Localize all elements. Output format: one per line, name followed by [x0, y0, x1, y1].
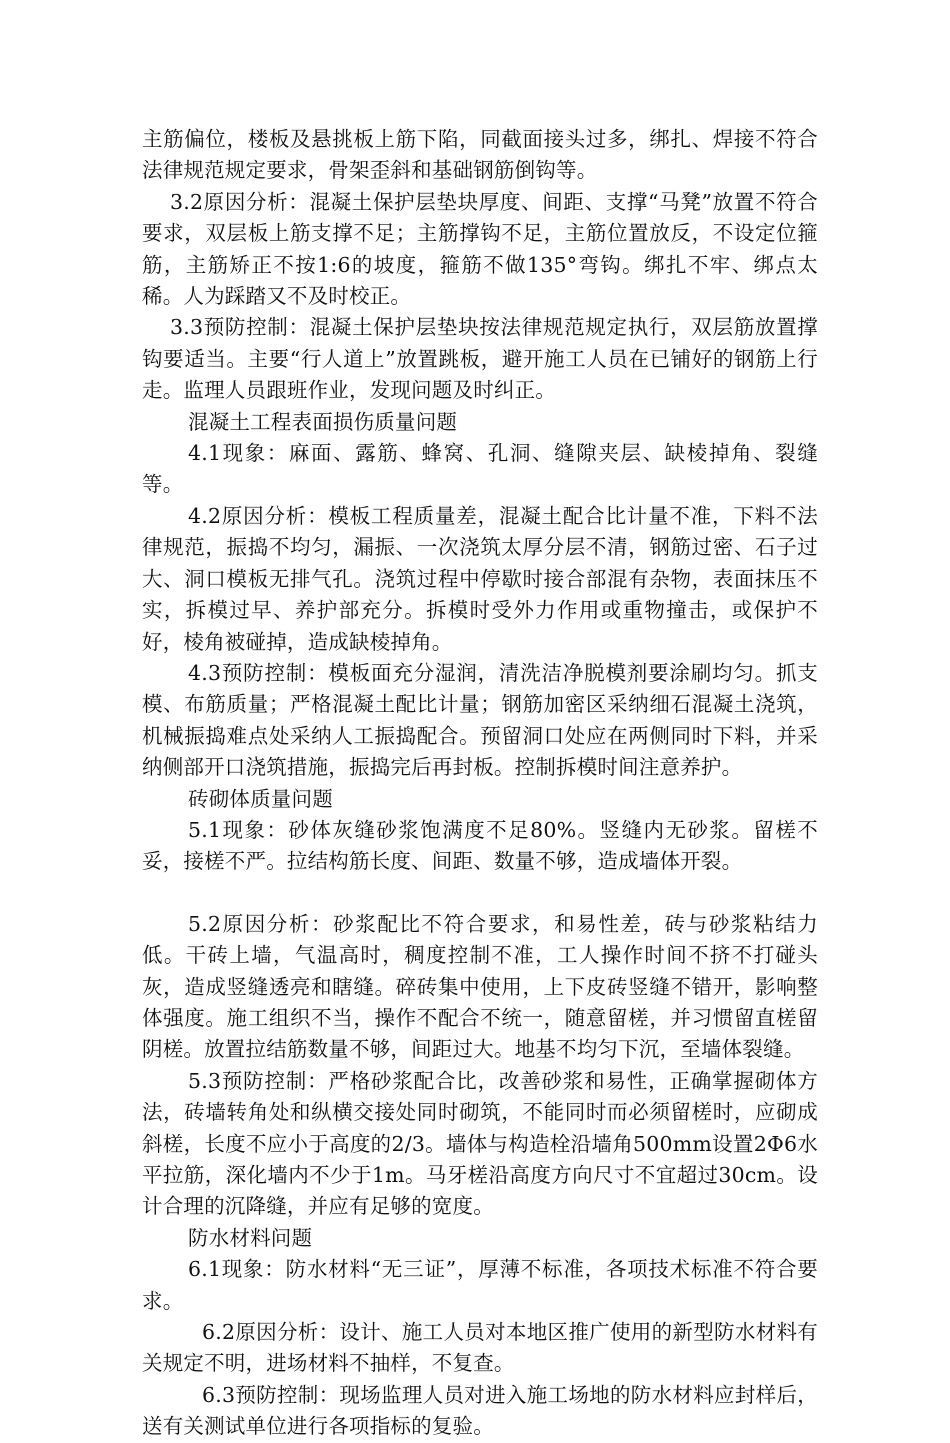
paragraph-5-3-prevention: 5.3预防控制：严格砂浆配合比，改善砂浆和易性，正确掌握砌体方法，砖墙转角处和纵横交接处同时砌筑，不能同时而必须留槎时，应砌成斜槎，长度不应小于高度的2/3。墙体与构造栓沿墙角500mm设置2Φ6水平拉筋，深化墙内不少于1m。马牙槎沿高度方向尺寸不宜超过30cm。设计合理的沉降缝，并应有足够的宽度。	[142, 1068, 818, 1219]
paragraph-5-2-cause-analysis: 5.2原因分析：砂浆配比不符合要求，和易性差，砖与砂浆粘结力低。干砖上墙，气温高时，稠度控制不准，工人操作时间不挤不打碰头灰，造成竖缝透亮和瞎缝。碎砖集中使用，上下皮砖竖缝不错开，影响整体强度。施工组织不当，操作不配合不统一，随意留槎，并习惯留直槎留阴槎。放置拉结筋数量不够，间距过大。地基不均匀下沉，至墙体裂缝。	[142, 911, 818, 1062]
section-heading-waterproofing: 防水材料问题	[188, 1225, 313, 1250]
paragraph-rebar-phenomenon-continued: 主筋偏位，楼板及悬挑板上筋下陷，同截面接头过多，绑扎、焊接不符合法律规范规定要求，骨架歪斜和基础钢筋倒钩等。	[142, 127, 818, 183]
paragraph-3-2-cause-analysis: 3.2原因分析：混凝土保护层垫块厚度、间距、支撑“马凳”放置不符合要求，双层板上筋支撑不足；主筋撑钩不足，主筋位置放反，不设定位箍筋，主筋矫正不按1:6的坡度，箍筋不做135°弯钩。绑扎不牢、绑点太稀。人为踩踏又不及时校正。	[142, 189, 818, 309]
section-heading-concrete-surface: 混凝土工程表面损伤质量问题	[188, 409, 458, 434]
paragraph-6-3-prevention: 6.3预防控制：现场监理人员对进入施工场地的防水材料应封样后，送有关测试单位进行各项指标的复验。	[142, 1382, 818, 1439]
document-body	[142, 124, 818, 1443]
paragraph-4-3-prevention: 4.3预防控制：模板面充分湿润，清洗洁净脱模剂要涂刷均匀。抓支模、布筋质量；严格混凝土配比计量；钢筋加密区采纳细石混凝土浇筑，机械振捣难点处采纳人工振捣配合。预留洞口处应在两侧同时下料，并采纳侧部开口浇筑措施，振捣完后再封板。控制拆模时间注意养护。	[142, 660, 818, 780]
paragraph-5-1-phenomenon: 5.1现象：砂体灰缝砂浆饱满度不足80%。竖缝内无砂浆。留槎不妥，接槎不严。拉结构筋长度、间距、数量不够，造成墙体开裂。	[142, 817, 818, 874]
paragraph-6-2-cause-analysis: 6.2原因分析：设计、施工人员对本地区推广使用的新型防水材料有关规定不明，进场材料不抽样，不复查。	[142, 1320, 818, 1376]
paragraph-6-1-phenomenon: 6.1现象：防水材料“无三证”，厚薄不标准，各项技术标准不符合要求。	[142, 1257, 818, 1313]
paragraph-4-1-phenomenon: 4.1现象：麻面、露筋、蜂窝、孔洞、缝隙夹层、缺棱掉角、裂缝等。	[142, 441, 818, 497]
paragraph-4-2-cause-analysis: 4.2原因分析：模板工程质量差，混凝土配合比计量不准，下料不法律规范，振捣不均匀，漏振、一次浇筑太厚分层不清，钢筋过密、石子过大、洞口模板无排气孔。浇筑过程中停歇时接合部混有杂物，表面抹压不实，拆模过早、养护部充分。拆模时受外力作用或重物撞击，或保护不好，棱角被碰掉，造成缺棱掉角。	[142, 503, 818, 654]
paragraph-spacer	[142, 878, 818, 909]
section-heading-masonry: 砖砌体质量问题	[188, 786, 333, 811]
paragraph-3-3-prevention: 3.3预防控制：混凝土保护层垫块按法律规范规定执行，双层筋放置撑钩要适当。主要“行人道上”放置跳板，避开施工人员在已铺好的钢筋上行走。监理人员跟班作业，发现问题及时纠正。	[142, 315, 818, 403]
